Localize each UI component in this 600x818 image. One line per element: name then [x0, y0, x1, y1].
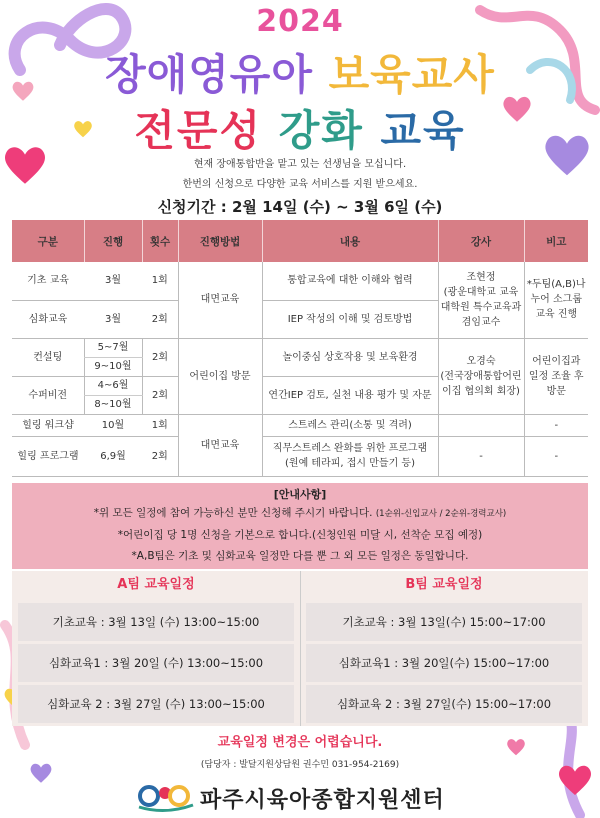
table-header-cell: 횟수: [142, 220, 178, 262]
cell-instructor: 조현정 (광운대학교 교육 대학원 특수교육과 겸임교수: [438, 262, 524, 338]
cell-category: 수퍼비전: [12, 376, 84, 414]
team-b-title: B팀 교육일정: [405, 577, 483, 592]
cell-content: 연간IEP 검토, 실천 내용 평가 및 자문: [262, 376, 438, 414]
poster-title-line2: [0, 98, 600, 158]
team-a-title: A팀 교육일정: [117, 577, 195, 592]
cell-month: 10월: [84, 414, 142, 436]
intro-text: [0, 155, 600, 195]
table-header-cell: 강사: [438, 220, 524, 262]
cell-month: 3월: [84, 262, 142, 300]
table-row: [12, 338, 588, 357]
table-row: [12, 262, 588, 300]
cell-content: 통합교육에 대한 이해와 협력: [262, 262, 438, 300]
contact-info: (담당자 : 발달지원상담원 권수민 031-954-2169): [200, 760, 400, 770]
cell-instructor: [438, 414, 524, 436]
cell-note: 어린이집과 일정 조율 후 방문: [524, 338, 588, 414]
cell-method: 대면교육: [178, 262, 262, 338]
organization-name: 파주시육아종합지원센터: [200, 788, 445, 813]
cell-month: 3월: [84, 300, 142, 338]
cell-month: 5~7월: [84, 338, 142, 357]
notice-title: [안내사항]: [273, 488, 327, 501]
intro-line-1: 현재 장애통합반을 맡고 있는 선생님을 모십니다.: [193, 159, 407, 170]
table-header-row: [12, 220, 588, 262]
poster-year: 2024: [256, 4, 344, 39]
table-header-cell: 비고: [524, 220, 588, 262]
cell-content: 직무스트레스 완화를 위한 프로그램 (원예 테라피, 접시 만들기 등): [262, 436, 438, 476]
team-a-schedule-row: 기초교육 : 3월 13일 (수) 13:00~15:00: [18, 603, 294, 641]
schedule-change-warning: 교육일정 변경은 어렵습니다.: [217, 735, 383, 750]
cell-count: 2회: [142, 338, 178, 376]
cell-count: 2회: [142, 376, 178, 414]
table-row: [12, 414, 588, 436]
cell-content: IEP 작성의 이해 및 검토방법: [262, 300, 438, 338]
table-header-cell: 구분: [12, 220, 84, 262]
cell-note: -: [524, 414, 588, 436]
team-b-schedule-row: 심화교육 2 : 3월 27일(수) 15:00~17:00: [306, 685, 582, 723]
team-b-schedule-row: 기초교육 : 3월 13일(수) 15:00~17:00: [306, 603, 582, 641]
title-expertise: 전문성: [134, 106, 263, 155]
cell-month: 4~6월: [84, 376, 142, 395]
table-header-cell: 내용: [262, 220, 438, 262]
team-a-schedule-row: 심화교육 2 : 3월 27일 (수) 13:00~15:00: [18, 685, 294, 723]
cell-count: 2회: [142, 436, 178, 476]
intro-line-2: 한번의 신청으로 다양한 교육 서비스를 지원 받으세요.: [182, 179, 418, 190]
footer: [0, 779, 600, 813]
poster-title-line1: [0, 42, 600, 102]
cell-category: 힐링 워크샵: [12, 414, 84, 436]
team-b-schedule-row: 심화교육1 : 3월 20일(수) 15:00~17:00: [306, 644, 582, 682]
title-education: 교육: [380, 106, 466, 155]
cell-note: *두팀(A,B)나 누어 소그룹 교육 진행: [524, 262, 588, 338]
cell-category: 기초 교육: [12, 262, 84, 300]
cell-content: 스트레스 관리(소통 및 격려): [262, 414, 438, 436]
notice-line-2: *어린이집 당 1명 신청을 기본으로 합니다.(신청인원 미달 시, 선착순 모집 예정): [117, 529, 483, 541]
cell-instructor: 오경숙 (전국장애통합어린 이집 협의회 회장): [438, 338, 524, 414]
cell-note: -: [524, 436, 588, 476]
cell-count: 2회: [142, 300, 178, 338]
title-strengthen: 강화: [278, 106, 364, 155]
table-row: [12, 436, 588, 476]
schedule-divider: [300, 571, 301, 726]
cell-method: 대면교육: [178, 414, 262, 476]
cell-month: 8~10월: [84, 395, 142, 414]
program-table: [12, 220, 588, 477]
notice-line-1-text: *위 모든 일정에 참여 가능하신 분만 신청해 주시기 바랍니다.: [93, 507, 373, 519]
team-a-schedule-row: 심화교육1 : 3월 20일 (수) 13:00~15:00: [18, 644, 294, 682]
cell-category: 힐링 프로그램: [12, 436, 84, 476]
cell-category: 심화교육: [12, 300, 84, 338]
cell-count: 1회: [142, 262, 178, 300]
center-logo-icon: [135, 779, 197, 813]
cell-content: 놀이중심 상호작용 및 보육환경: [262, 338, 438, 376]
notice-line-3: *A,B팀은 기초 및 심화교육 일정만 다를 뿐 그 외 모든 일정은 동일합니다.: [131, 550, 469, 562]
notice-box: [12, 483, 588, 569]
title-teacher: 보육교사: [328, 50, 495, 99]
cell-instructor: -: [438, 436, 524, 476]
cell-method: 어린이집 방문: [178, 338, 262, 414]
notice-priority: (1순위-신입교사 / 2순위-경력교사): [375, 509, 507, 519]
application-period: 신청기간 : 2월 14일 (수) ~ 3월 6일 (수): [157, 198, 443, 216]
cell-month: 6,9월: [84, 436, 142, 476]
table-header-cell: 진행: [84, 220, 142, 262]
notice-line-1: [12, 503, 588, 525]
cell-count: 1회: [142, 414, 178, 436]
table-header-cell: 진행방법: [178, 220, 262, 262]
schedule-panel: [12, 571, 588, 726]
cell-month: 9~10월: [84, 357, 142, 376]
title-target-audience: 장애영유아: [105, 50, 313, 99]
cell-category: 컨설팅: [12, 338, 84, 376]
